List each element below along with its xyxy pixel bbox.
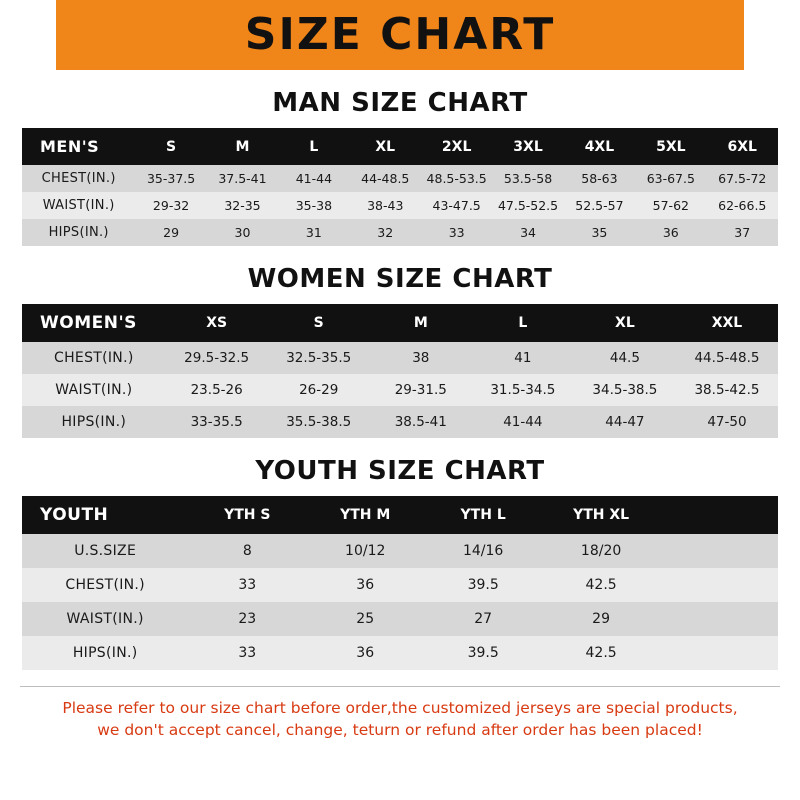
column-header: M (413, 315, 428, 331)
column-header: L (309, 138, 319, 155)
footer-line-1: Please refer to our size chart before order,the customized jerseys are special products, (62, 699, 738, 717)
cell: 32 (377, 225, 394, 240)
row-header-label: YOUTH (40, 505, 109, 525)
cell: 38-43 (367, 198, 404, 213)
cell: 34 (520, 225, 536, 240)
table-row (22, 534, 778, 568)
column-header: YTH L (460, 507, 506, 523)
cell: 58-63 (581, 171, 618, 186)
row-label: HIPS(IN.) (61, 414, 127, 430)
section-title-youth: YOUTH SIZE CHART (255, 456, 545, 486)
cell: 31.5-34.5 (490, 382, 556, 398)
column-header: L (518, 315, 528, 331)
cell: 36 (356, 645, 375, 661)
cell: 53.5-58 (503, 171, 553, 186)
cell: 29 (592, 611, 610, 627)
women-size-table (22, 304, 778, 438)
page-title: SIZE CHART (244, 9, 556, 60)
cell-spacer (660, 602, 778, 636)
table-row (22, 219, 778, 246)
column-header: XXL (711, 315, 743, 331)
cell: 38 (412, 350, 430, 366)
footer-disclaimer (20, 686, 780, 742)
cell: 30 (234, 225, 251, 240)
row-header-label: MEN'S (40, 137, 100, 156)
cell: 38.5-41 (394, 414, 447, 430)
cell: 26-29 (299, 382, 339, 398)
man-size-table (22, 128, 778, 246)
cell: 57-62 (652, 198, 689, 213)
cell: 47-50 (707, 414, 747, 430)
cell: 41-44 (503, 414, 543, 430)
section-man (0, 88, 800, 246)
table-row (22, 568, 778, 602)
cell: 29-32 (152, 198, 190, 213)
table-row (22, 192, 778, 219)
cell: 8 (242, 543, 252, 559)
row-label: HIPS(IN.) (48, 225, 109, 240)
cell: 44.5 (609, 350, 640, 366)
row-label: WAIST(IN.) (42, 198, 115, 213)
cell: 44-47 (605, 414, 645, 430)
column-header: XL (615, 315, 635, 331)
cell: 25 (356, 611, 375, 627)
table-header-row (22, 304, 778, 342)
cell-spacer (660, 568, 778, 602)
table-row (22, 602, 778, 636)
row-label: CHEST(IN.) (65, 577, 145, 593)
row-header-label: WOMEN'S (40, 313, 137, 333)
table-row (22, 374, 778, 406)
column-header: S (166, 138, 177, 155)
cell: 32-35 (224, 198, 261, 213)
cell: 48.5-53.5 (426, 171, 487, 186)
cell: 37 (734, 225, 751, 240)
cell-spacer (660, 534, 778, 568)
cell: 38.5-42.5 (694, 382, 760, 398)
column-header-spacer (660, 496, 778, 534)
section-title-women: WOMEN SIZE CHART (247, 264, 553, 294)
cell: 33 (238, 645, 257, 661)
banner-left-notch (0, 0, 56, 70)
row-label: WAIST(IN.) (66, 611, 144, 627)
cell: 63-67.5 (646, 171, 695, 186)
cell: 39.5 (467, 645, 499, 661)
cell: 36 (662, 225, 679, 240)
section-title-man: MAN SIZE CHART (272, 88, 528, 118)
cell: 33-35.5 (190, 414, 243, 430)
cell: 10/12 (345, 543, 386, 559)
column-header: YTH M (340, 507, 391, 523)
cell: 42.5 (585, 645, 617, 661)
youth-size-table (22, 496, 778, 670)
cell: 36 (356, 577, 375, 593)
cell: 34.5-38.5 (592, 382, 658, 398)
column-header: S (313, 315, 324, 331)
column-header: 6XL (727, 138, 757, 155)
section-women (0, 264, 800, 438)
column-header: XS (206, 315, 228, 331)
cell: 27 (474, 611, 493, 627)
row-label: CHEST(IN.) (41, 171, 116, 186)
cell: 44-48.5 (361, 171, 410, 186)
header-banner (0, 0, 800, 70)
column-header: XL (375, 138, 396, 155)
column-header: 2XL (441, 138, 472, 155)
row-label: WAIST(IN.) (55, 382, 133, 398)
cell: 18/20 (580, 543, 622, 559)
table-row (22, 406, 778, 438)
cell-spacer (660, 636, 778, 670)
cell: 39.5 (467, 577, 499, 593)
table-row (22, 342, 778, 374)
cell: 35 (591, 225, 608, 240)
cell: 31 (305, 225, 322, 240)
cell: 35.5-38.5 (286, 414, 352, 430)
cell: 29.5-32.5 (184, 350, 250, 366)
cell: 23 (238, 611, 257, 627)
cell: 35-38 (295, 198, 333, 213)
table-row (22, 165, 778, 192)
cell: 47.5-52.5 (497, 198, 559, 213)
cell: 44.5-48.5 (694, 350, 760, 366)
cell: 33 (238, 577, 257, 593)
cell: 42.5 (585, 577, 617, 593)
cell: 67.5-72 (718, 171, 767, 186)
column-header: YTH S (224, 507, 271, 523)
row-label: HIPS(IN.) (72, 645, 138, 661)
banner-right-notch (744, 0, 800, 70)
cell: 23.5-26 (190, 382, 243, 398)
cell: 41-44 (295, 171, 333, 186)
column-header: 4XL (584, 138, 615, 155)
cell: 29-31.5 (394, 382, 447, 398)
cell: 35-37.5 (146, 171, 196, 186)
cell: 52.5-57 (575, 198, 624, 213)
column-header: M (235, 138, 250, 155)
table-header-row (22, 128, 778, 165)
cell: 14/16 (462, 543, 504, 559)
column-header: YTH XL (573, 507, 630, 523)
section-youth (0, 456, 800, 670)
row-label: CHEST(IN.) (54, 350, 134, 366)
cell: 41 (514, 350, 532, 366)
footer-line-2: we don't accept cancel, change, teturn or refund after order has been placed! (97, 721, 703, 740)
cell: 29 (163, 225, 180, 240)
cell: 37.5-41 (218, 171, 267, 186)
cell: 43-47.5 (432, 198, 481, 213)
table-row (22, 636, 778, 670)
cell: 32.5-35.5 (286, 350, 352, 366)
column-header: 3XL (513, 138, 543, 155)
row-label: U.S.SIZE (74, 543, 137, 559)
cell: 62-66.5 (718, 198, 767, 213)
table-header-row (22, 496, 778, 534)
column-header: 5XL (656, 138, 686, 155)
cell: 33 (448, 225, 465, 240)
